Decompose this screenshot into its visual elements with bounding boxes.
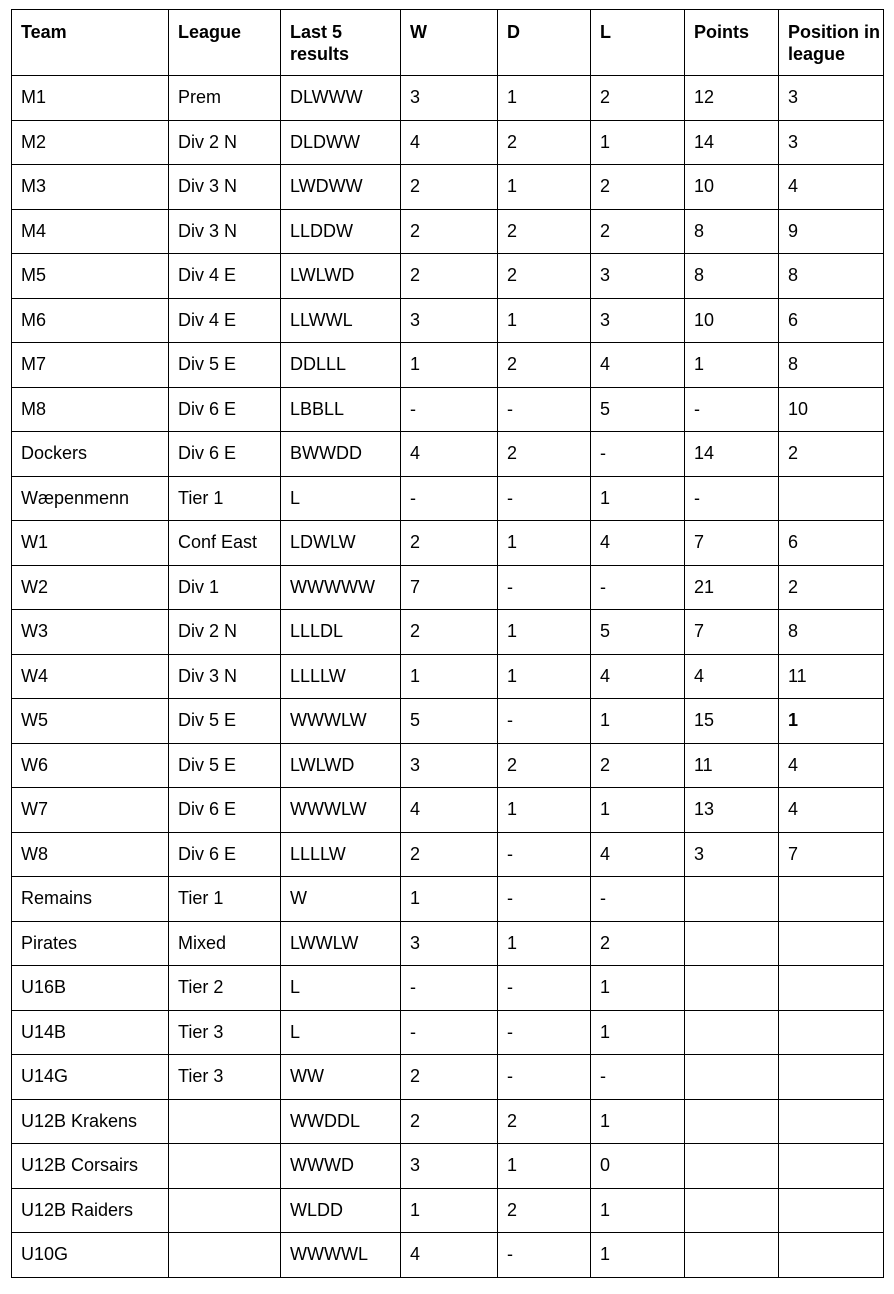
cell-points: [685, 1233, 779, 1278]
table-row: [12, 343, 884, 388]
cell-league: Div 6 E: [169, 832, 281, 877]
cell-position: [779, 966, 884, 1011]
cell-losses: 2: [591, 743, 685, 788]
cell-wins: 3: [401, 743, 498, 788]
cell-team: M3: [12, 165, 169, 210]
cell-position: 10: [779, 387, 884, 432]
cell-wins: 2: [401, 521, 498, 566]
cell-position: [779, 1055, 884, 1100]
cell-losses: 1: [591, 1010, 685, 1055]
cell-league: Tier 2: [169, 966, 281, 1011]
table-row: [12, 76, 884, 121]
cell-draws: 1: [498, 654, 591, 699]
cell-draws: 1: [498, 921, 591, 966]
cell-league: Div 3 N: [169, 165, 281, 210]
cell-league: Div 5 E: [169, 699, 281, 744]
cell-losses: 3: [591, 298, 685, 343]
cell-team: U14B: [12, 1010, 169, 1055]
cell-losses: 1: [591, 1099, 685, 1144]
cell-wins: 3: [401, 298, 498, 343]
cell-points: 7: [685, 610, 779, 655]
cell-position: 2: [779, 565, 884, 610]
cell-team: W6: [12, 743, 169, 788]
cell-wins: 1: [401, 343, 498, 388]
cell-draws: -: [498, 832, 591, 877]
column-header-wins: W: [401, 10, 498, 76]
cell-points: 13: [685, 788, 779, 833]
cell-points: 14: [685, 120, 779, 165]
cell-draws: 2: [498, 1188, 591, 1233]
cell-team: Pirates: [12, 921, 169, 966]
table-row: [12, 966, 884, 1011]
cell-losses: 4: [591, 343, 685, 388]
cell-last-5-results: BWWDD: [281, 432, 401, 477]
cell-points: [685, 877, 779, 922]
cell-draws: 1: [498, 521, 591, 566]
table-row: [12, 209, 884, 254]
cell-last-5-results: LLWWL: [281, 298, 401, 343]
cell-draws: 2: [498, 343, 591, 388]
cell-losses: 1: [591, 1233, 685, 1278]
cell-team: W4: [12, 654, 169, 699]
cell-last-5-results: WWWD: [281, 1144, 401, 1189]
cell-wins: 4: [401, 1233, 498, 1278]
cell-league: Prem: [169, 76, 281, 121]
cell-losses: 4: [591, 832, 685, 877]
cell-draws: 1: [498, 610, 591, 655]
cell-team: W1: [12, 521, 169, 566]
cell-position: 9: [779, 209, 884, 254]
cell-points: 11: [685, 743, 779, 788]
cell-draws: -: [498, 966, 591, 1011]
cell-position: 4: [779, 165, 884, 210]
cell-last-5-results: LWLWD: [281, 743, 401, 788]
cell-last-5-results: DLWWW: [281, 76, 401, 121]
cell-last-5-results: L: [281, 476, 401, 521]
cell-losses: 1: [591, 476, 685, 521]
cell-points: [685, 921, 779, 966]
cell-wins: 2: [401, 1055, 498, 1100]
cell-losses: 4: [591, 521, 685, 566]
cell-league: Div 3 N: [169, 209, 281, 254]
cell-league: Div 2 N: [169, 120, 281, 165]
cell-team: W8: [12, 832, 169, 877]
table-row: [12, 699, 884, 744]
table-row: [12, 1055, 884, 1100]
cell-position: [779, 921, 884, 966]
cell-position: [779, 1099, 884, 1144]
cell-position: [779, 1010, 884, 1055]
cell-team: W5: [12, 699, 169, 744]
cell-last-5-results: WWDDL: [281, 1099, 401, 1144]
cell-position: [779, 1188, 884, 1233]
cell-wins: 2: [401, 254, 498, 299]
cell-position: 1: [779, 699, 884, 744]
table-row: [12, 521, 884, 566]
cell-wins: 3: [401, 76, 498, 121]
cell-wins: 4: [401, 788, 498, 833]
cell-points: 10: [685, 298, 779, 343]
cell-points: -: [685, 476, 779, 521]
table-body: [12, 76, 884, 1278]
cell-points: 15: [685, 699, 779, 744]
cell-wins: -: [401, 1010, 498, 1055]
cell-points: [685, 1010, 779, 1055]
cell-last-5-results: WWWWL: [281, 1233, 401, 1278]
cell-draws: 2: [498, 432, 591, 477]
cell-draws: 1: [498, 76, 591, 121]
cell-position: 8: [779, 254, 884, 299]
cell-team: M1: [12, 76, 169, 121]
table-row: [12, 1233, 884, 1278]
cell-last-5-results: WW: [281, 1055, 401, 1100]
cell-wins: 3: [401, 921, 498, 966]
cell-draws: 1: [498, 298, 591, 343]
cell-losses: 2: [591, 76, 685, 121]
cell-league: Tier 3: [169, 1010, 281, 1055]
cell-wins: 2: [401, 165, 498, 210]
cell-position: 4: [779, 743, 884, 788]
cell-draws: 1: [498, 1144, 591, 1189]
cell-losses: 3: [591, 254, 685, 299]
table-row: [12, 1010, 884, 1055]
cell-draws: -: [498, 387, 591, 432]
cell-points: 8: [685, 254, 779, 299]
cell-points: [685, 1144, 779, 1189]
cell-losses: -: [591, 565, 685, 610]
table-row: [12, 565, 884, 610]
cell-points: 3: [685, 832, 779, 877]
header-row: [12, 10, 884, 76]
cell-position: 4: [779, 788, 884, 833]
cell-draws: -: [498, 877, 591, 922]
cell-points: 12: [685, 76, 779, 121]
cell-draws: 1: [498, 165, 591, 210]
cell-position: 7: [779, 832, 884, 877]
cell-team: M5: [12, 254, 169, 299]
table-row: [12, 743, 884, 788]
column-header-losses: L: [591, 10, 685, 76]
cell-wins: 1: [401, 654, 498, 699]
cell-last-5-results: LLLDL: [281, 610, 401, 655]
cell-last-5-results: LWDWW: [281, 165, 401, 210]
cell-last-5-results: DLDWW: [281, 120, 401, 165]
cell-points: 7: [685, 521, 779, 566]
cell-position: 8: [779, 610, 884, 655]
cell-team: U10G: [12, 1233, 169, 1278]
cell-league: [169, 1099, 281, 1144]
cell-league: [169, 1144, 281, 1189]
cell-losses: 1: [591, 966, 685, 1011]
table-row: [12, 921, 884, 966]
cell-wins: 2: [401, 832, 498, 877]
cell-position: 3: [779, 120, 884, 165]
cell-wins: 4: [401, 432, 498, 477]
cell-league: Div 3 N: [169, 654, 281, 699]
cell-draws: 2: [498, 209, 591, 254]
cell-wins: 7: [401, 565, 498, 610]
results-table: [11, 9, 884, 1278]
cell-team: U16B: [12, 966, 169, 1011]
cell-team: U12B Krakens: [12, 1099, 169, 1144]
cell-wins: -: [401, 387, 498, 432]
cell-last-5-results: WWWLW: [281, 699, 401, 744]
table-row: [12, 1144, 884, 1189]
cell-points: -: [685, 387, 779, 432]
cell-draws: -: [498, 1233, 591, 1278]
table-row: [12, 254, 884, 299]
table-row: [12, 610, 884, 655]
cell-last-5-results: LDWLW: [281, 521, 401, 566]
cell-wins: 2: [401, 209, 498, 254]
cell-points: 4: [685, 654, 779, 699]
cell-team: W2: [12, 565, 169, 610]
cell-losses: 2: [591, 209, 685, 254]
cell-losses: 0: [591, 1144, 685, 1189]
cell-league: Tier 1: [169, 476, 281, 521]
cell-team: W3: [12, 610, 169, 655]
column-header-team: Team: [12, 10, 169, 76]
cell-position: 11: [779, 654, 884, 699]
cell-position: [779, 877, 884, 922]
cell-draws: -: [498, 699, 591, 744]
table-row: [12, 832, 884, 877]
cell-points: 21: [685, 565, 779, 610]
cell-team: Remains: [12, 877, 169, 922]
column-header-position: Position in league: [779, 10, 884, 76]
cell-last-5-results: L: [281, 966, 401, 1011]
column-header-league: League: [169, 10, 281, 76]
cell-points: [685, 966, 779, 1011]
cell-draws: 2: [498, 120, 591, 165]
cell-points: [685, 1055, 779, 1100]
cell-position: 6: [779, 521, 884, 566]
cell-team: M6: [12, 298, 169, 343]
cell-last-5-results: LLLLW: [281, 832, 401, 877]
cell-losses: 5: [591, 610, 685, 655]
cell-points: 10: [685, 165, 779, 210]
cell-losses: -: [591, 432, 685, 477]
cell-wins: 3: [401, 1144, 498, 1189]
cell-last-5-results: WWWWW: [281, 565, 401, 610]
table-row: [12, 387, 884, 432]
cell-losses: 4: [591, 654, 685, 699]
cell-league: Div 6 E: [169, 432, 281, 477]
cell-draws: 2: [498, 1099, 591, 1144]
cell-league: Div 6 E: [169, 788, 281, 833]
cell-league: Div 5 E: [169, 743, 281, 788]
cell-team: Wæpenmenn: [12, 476, 169, 521]
cell-league: Conf East: [169, 521, 281, 566]
cell-wins: 1: [401, 877, 498, 922]
cell-losses: 1: [591, 699, 685, 744]
cell-losses: 2: [591, 921, 685, 966]
table-row: [12, 165, 884, 210]
cell-draws: 2: [498, 743, 591, 788]
cell-last-5-results: LWLWD: [281, 254, 401, 299]
table-row: [12, 120, 884, 165]
column-header-last-5-results: Last 5 results: [281, 10, 401, 76]
table-row: [12, 476, 884, 521]
cell-league: Mixed: [169, 921, 281, 966]
cell-team: U12B Corsairs: [12, 1144, 169, 1189]
cell-last-5-results: W: [281, 877, 401, 922]
table-row: [12, 432, 884, 477]
table-row: [12, 1188, 884, 1233]
cell-league: Div 4 E: [169, 254, 281, 299]
table-row: [12, 654, 884, 699]
cell-losses: 1: [591, 1188, 685, 1233]
cell-league: Div 1: [169, 565, 281, 610]
cell-draws: -: [498, 1055, 591, 1100]
cell-last-5-results: LLLLW: [281, 654, 401, 699]
cell-wins: 4: [401, 120, 498, 165]
cell-points: 14: [685, 432, 779, 477]
cell-last-5-results: LWWLW: [281, 921, 401, 966]
cell-position: 8: [779, 343, 884, 388]
cell-position: [779, 1233, 884, 1278]
cell-team: M8: [12, 387, 169, 432]
column-header-points: Points: [685, 10, 779, 76]
cell-position: [779, 1144, 884, 1189]
cell-wins: 5: [401, 699, 498, 744]
cell-team: M7: [12, 343, 169, 388]
cell-position: [779, 476, 884, 521]
cell-wins: 2: [401, 610, 498, 655]
table-row: [12, 877, 884, 922]
cell-wins: -: [401, 966, 498, 1011]
cell-draws: 1: [498, 788, 591, 833]
cell-league: Tier 3: [169, 1055, 281, 1100]
cell-league: [169, 1188, 281, 1233]
column-header-draws: D: [498, 10, 591, 76]
cell-team: M4: [12, 209, 169, 254]
cell-position: 2: [779, 432, 884, 477]
cell-points: [685, 1099, 779, 1144]
cell-points: 1: [685, 343, 779, 388]
table-header: [12, 10, 884, 76]
cell-league: Div 6 E: [169, 387, 281, 432]
cell-points: 8: [685, 209, 779, 254]
cell-last-5-results: DDLLL: [281, 343, 401, 388]
cell-team: M2: [12, 120, 169, 165]
cell-league: Tier 1: [169, 877, 281, 922]
table-row: [12, 788, 884, 833]
cell-wins: 1: [401, 1188, 498, 1233]
cell-losses: 1: [591, 788, 685, 833]
cell-losses: -: [591, 877, 685, 922]
cell-points: [685, 1188, 779, 1233]
table-row: [12, 298, 884, 343]
cell-position: 6: [779, 298, 884, 343]
cell-league: Div 5 E: [169, 343, 281, 388]
cell-last-5-results: L: [281, 1010, 401, 1055]
cell-draws: -: [498, 476, 591, 521]
cell-team: U12B Raiders: [12, 1188, 169, 1233]
cell-draws: -: [498, 1010, 591, 1055]
cell-losses: 1: [591, 120, 685, 165]
cell-league: Div 2 N: [169, 610, 281, 655]
cell-last-5-results: WLDD: [281, 1188, 401, 1233]
cell-last-5-results: LBBLL: [281, 387, 401, 432]
cell-wins: 2: [401, 1099, 498, 1144]
cell-draws: -: [498, 565, 591, 610]
cell-position: 3: [779, 76, 884, 121]
cell-team: U14G: [12, 1055, 169, 1100]
cell-league: Div 4 E: [169, 298, 281, 343]
cell-team: W7: [12, 788, 169, 833]
cell-losses: 2: [591, 165, 685, 210]
cell-losses: 5: [591, 387, 685, 432]
table-row: [12, 1099, 884, 1144]
cell-team: Dockers: [12, 432, 169, 477]
cell-wins: -: [401, 476, 498, 521]
cell-last-5-results: LLDDW: [281, 209, 401, 254]
cell-last-5-results: WWWLW: [281, 788, 401, 833]
cell-draws: 2: [498, 254, 591, 299]
cell-league: [169, 1233, 281, 1278]
cell-losses: -: [591, 1055, 685, 1100]
